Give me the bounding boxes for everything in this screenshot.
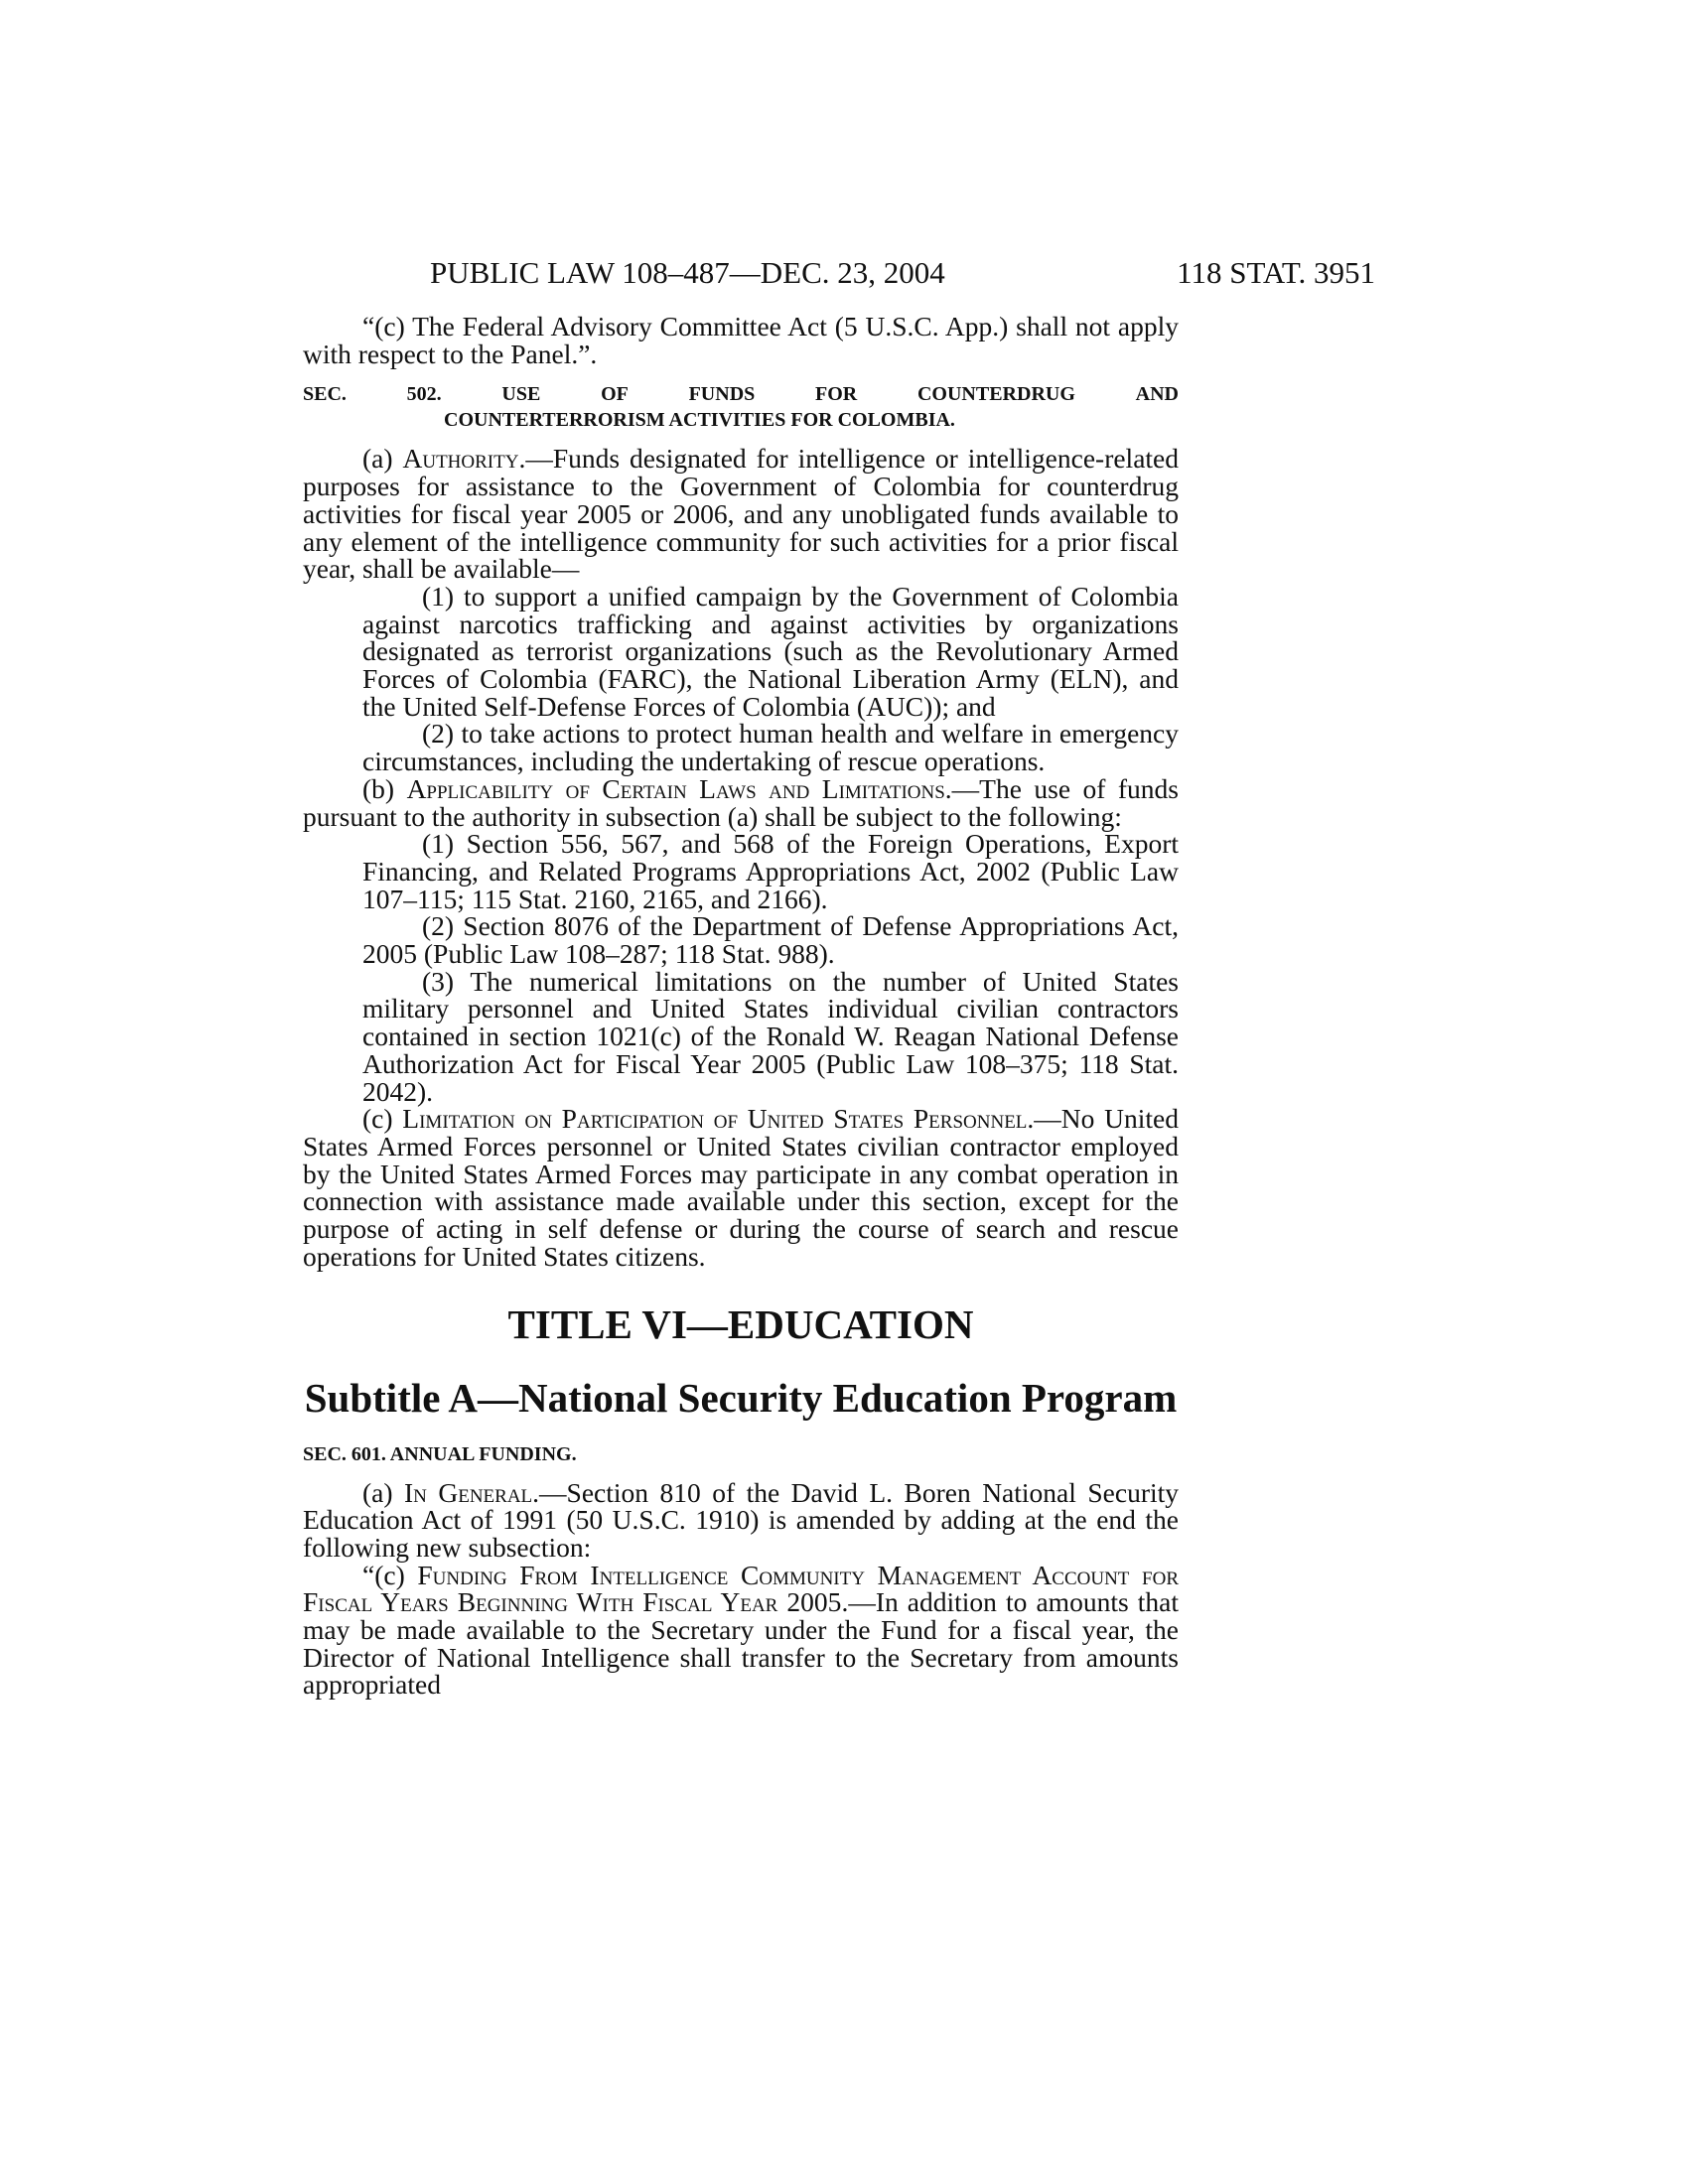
subsection-text: The use of funds pursuant to the authority in subsection (a) shall be subject to the following: (303, 772, 1180, 832)
heading-word: SEC. (303, 383, 347, 406)
panel-paragraph: “(c) The Federal Advisory Committee Act (5 U.S.C. App.) shall not apply with respect to the Panel.”. (303, 311, 1179, 369)
heading-word: OF (601, 383, 629, 406)
subsection-a-in-general: (a) In General.—Section 810 of the David L. Boren National Security Education Act of 1991 (50 U.S.C. 1910) is amended by adding at the end the following new subsection: (303, 1476, 1180, 1563)
paragraph-a2: (2) to take actions to protect human health and welfare in emergency circumstances, including the undertaking of rescue operations. (362, 718, 1179, 777)
section-601-heading: SEC. 601. ANNUAL FUNDING. (303, 1442, 577, 1465)
heading-word: COUNTERDRUG (916, 383, 1075, 406)
subsection-text: In addition to amounts that may be made available to the Secretary under the Fund for a fiscal year, the Director of National Intelligence shall transfer to the Secretary from amounts appropriated (303, 1586, 1179, 1701)
subsection-c-limitation: (c) Limitation on Participation of United States Personnel.—No United States Armed Forces personnel or United States civilian contractor employed by the United States Armed Forces may participate in any combat operation in connection with assistance made available under this section, except for the purpose of acting in self defense or during the course of search and rescue operations for United States citizens. (303, 1103, 1180, 1272)
subsection-heading: Applicability of Certain Laws and Limitations (406, 772, 945, 804)
subsection-label: “(c) (362, 1559, 405, 1590)
subsection-c-funding: “(c) Funding From Intelligence Community Management Account for Fiscal Years Beginning With Fiscal Year 2005.—In addition to amounts that may be made available to the Secretary under the Fund for a fiscal year, the Director of National Intelligence shall transfer to the Secretary from amounts appropriated (303, 1559, 1179, 1701)
heading-word: FOR (815, 383, 858, 406)
heading-word: USE (501, 383, 541, 406)
running-head: PUBLIC LAW 108–487—DEC. 23, 2004 (430, 255, 945, 290)
subsection-text: Section 810 of the David L. Boren National Security Education Act of 1991 (50 U.S.C. 1910) is amended by adding at the end the following new subsection: (303, 1476, 1180, 1563)
subsection-label: (c) (362, 1103, 393, 1135)
paragraph-b1: (1) Section 556, 567, and 568 of the Foreign Operations, Export Financing, and Related Programs Appropriations Act, 2002 (Public Law 107–115; 115 Stat. 2160, 2165, and 2166). (362, 828, 1179, 914)
subsection-label: (b) (362, 772, 395, 804)
subsection-a-authority: (a) Authority.—Funds designated for intelligence or intelligence-related purposes for assistance to the Government of Colombia for counterdrug activities for fiscal year 2005 or 2006, and any unobligated funds available to any element of the intelligence community for such activities for a prior fiscal year, shall be available— (303, 443, 1179, 585)
subsection-label: (a) (362, 1476, 393, 1508)
subsection-heading: Authority (402, 443, 519, 475)
subsection-heading: In General (404, 1476, 533, 1508)
heading-word: AND (1135, 383, 1179, 406)
subsection-text: Funds designated for intelligence or intelligence-related purposes for assistance to the Government of Colombia for counterdrug activities for fiscal year 2005 or 2006, and any unobligated funds available to any element of the intelligence community for such activities for a prior fiscal year, shall be available— (303, 443, 1179, 585)
page-header (303, 253, 1375, 293)
document-page (303, 253, 1375, 1699)
subsection-label: (a) (362, 443, 393, 475)
subtitle-heading: Subtitle A—National Security Education Program (304, 1374, 1178, 1421)
statute-citation: 118 STAT. 3951 (1177, 255, 1375, 290)
heading-word: 502. (406, 383, 442, 406)
page-body (303, 313, 1179, 1699)
subsection-heading: Funding From Intelligence Community Management Account for Fiscal Years Beginning With Fiscal Year 2005 (303, 1559, 1179, 1618)
subsection-b-applicability: (b) Applicability of Certain Laws and Limitations.—The use of funds pursuant to the authority in subsection (a) shall be subject to the following: (303, 772, 1180, 832)
subsection-heading: Limitation on Participation of United States Personnel (402, 1103, 1028, 1135)
heading-word: FUNDS (688, 383, 756, 406)
title-heading: TITLE VI—EDUCATION (507, 1300, 974, 1347)
paragraph-a1: (1) to support a unified campaign by the Government of Colombia against narcotics trafficking and against activities by organizations designated as terrorist organizations (such as the Revolutionary Armed Forces of Colombia (FARC), the National Liberation Army (ELN), and the United Self-Defense Forces of Colombia (AUC)); and (362, 580, 1179, 722)
paragraph-b3: (3) The numerical limitations on the number of United States military personnel and United States individual civilian contractors contained in section 1021(c) of the Ronald W. Reagan National Defense Authorization Act for Fiscal Year 2005 (Public Law 108–375; 118 Stat. 2042). (362, 965, 1179, 1107)
subsection-text: No United States Armed Forces personnel or United States civilian contractor employed by the United States Armed Forces may participate in any combat operation in connection with assistance made available under this section, except for the purpose of acting in self defense or during the course of search and rescue operations for United States citizens. (303, 1103, 1180, 1272)
section-502-heading (303, 381, 1179, 433)
section-502-heading-line-2: COUNTERTERRORISM ACTIVITIES FOR COLOMBIA. (444, 409, 955, 432)
section-502-heading-line-1 (303, 381, 1179, 407)
paragraph-b2: (2) Section 8076 of the Department of Defense Appropriations Act, 2005 (Public Law 108–287; 118 Stat. 988). (362, 910, 1179, 970)
